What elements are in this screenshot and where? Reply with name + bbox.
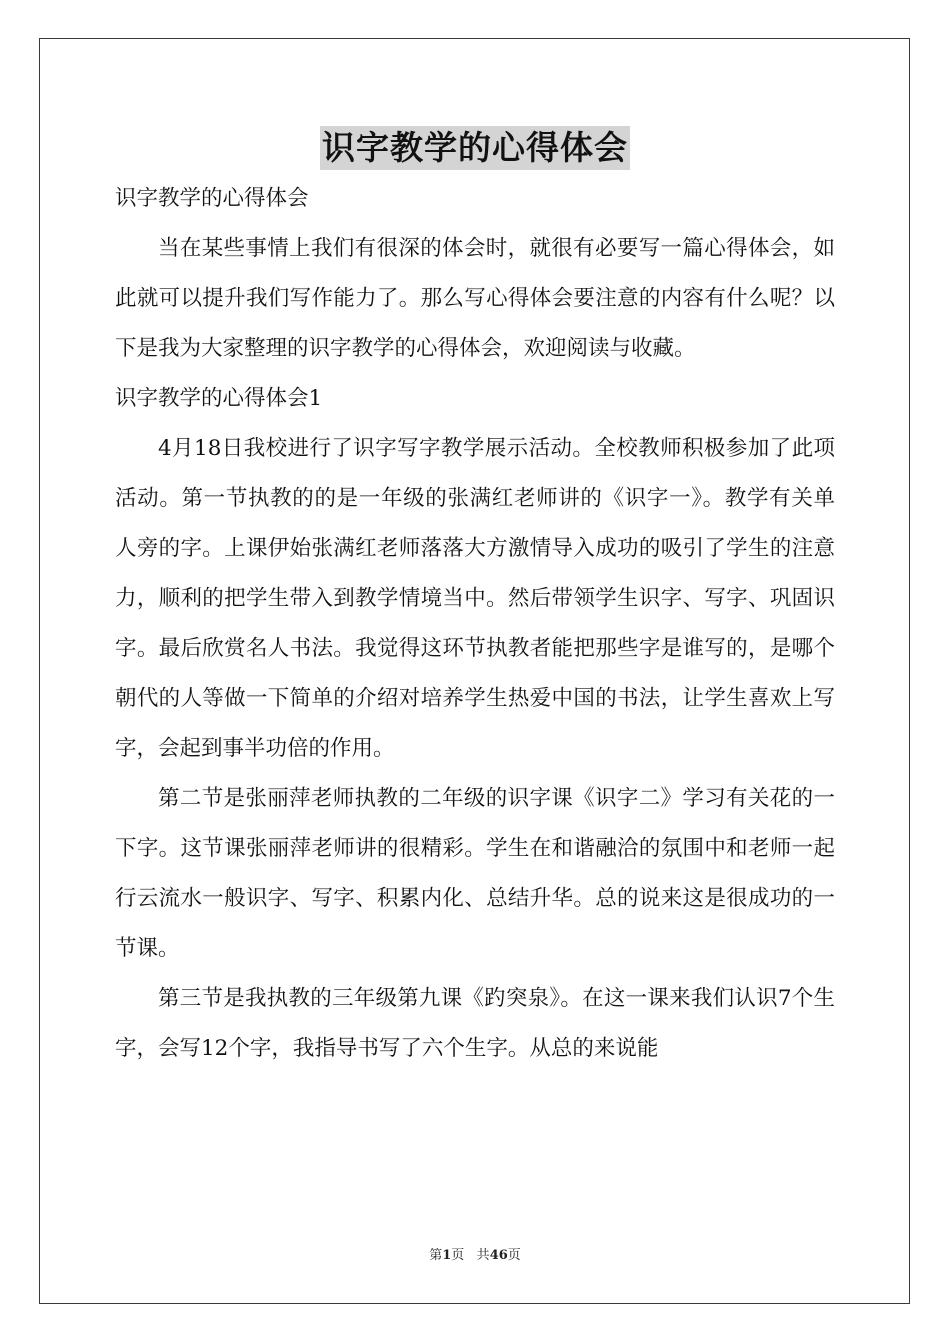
footer-page-suffix: 页: [451, 1248, 465, 1263]
paragraph-0: 识字教学的心得体会: [115, 186, 309, 211]
document-body: [115, 174, 835, 1074]
paragraph-3: 4月18日我校进行了识字写字教学展示活动。全校教师积极参加了此项活动。第一节执教的的是一年级的张满红老师讲的《识字一》。教学有关单人旁的字。上课伊始张满红老师落落大方激情导入成功的吸引了学生的注意力，顺利的把学生带入到教学情境当中。然后带领学生识字、写字、巩固识字。最后欣赏名人书法。我觉得这环节执教者能把那些字是谁写的，是哪个朝代的人等做一下简单的介绍对培养学生热爱中国的书法，让学生喜欢上写字，会起到事半功倍的作用。: [115, 436, 835, 761]
paragraph-5: 第三节是我执教的三年级第九课《趵突泉》。在这一课来我们认识7个生字，会写12个字，我指导书写了六个生字。从总的来说能: [115, 986, 835, 1061]
footer-page-prefix: 第: [429, 1248, 443, 1263]
paragraph-1: 当在某些事情上我们有很深的体会时，就很有必要写一篇心得体会，如此就可以提升我们写作能力了。那么写心得体会要注意的内容有什么呢？以下是我为大家整理的识字教学的心得体会，欢迎阅读与收藏。: [115, 236, 835, 361]
footer-page-total: 46: [489, 1248, 508, 1263]
paragraph-2: 识字教学的心得体会1: [115, 386, 323, 411]
footer-total-suffix: 页: [507, 1248, 521, 1263]
title-container: [0, 126, 950, 170]
footer-total-prefix: 共: [476, 1248, 490, 1263]
page-footer: [0, 1247, 950, 1265]
paragraph-4: 第二节是张丽萍老师执教的二年级的识字课《识字二》学习有关花的一下字。这节课张丽萍老师讲的很精彩。学生在和谐融洽的氛围中和老师一起行云流水一般识字、写字、积累内化、总结升华。总的说来这是很成功的一节课。: [115, 786, 835, 961]
footer-page-current: 1: [442, 1248, 452, 1263]
document-title: 识字教学的心得体会: [320, 126, 630, 170]
